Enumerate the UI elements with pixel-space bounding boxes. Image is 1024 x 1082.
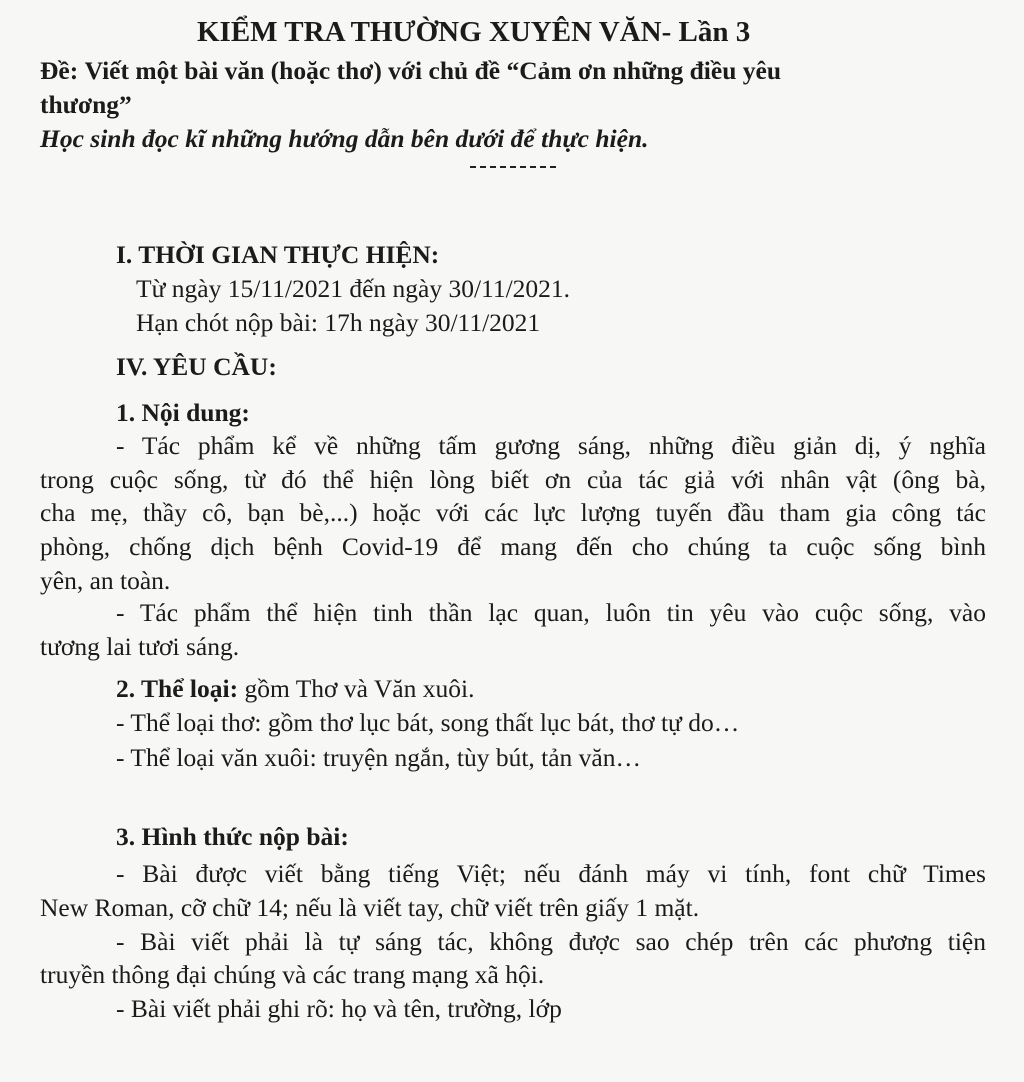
content-heading: 1. Nội dung:: [116, 398, 250, 427]
genre-heading-rest: gồm Thơ và Văn xuôi.: [238, 674, 475, 703]
content-para2-line2: tương lai tươi sáng.: [40, 632, 240, 661]
genre-heading-line: [116, 676, 474, 702]
instruction-text: Học sinh đọc kĩ những hướng dẫn bên dưới để thực hiện.: [40, 124, 649, 153]
content-para1-line3: cha mẹ, thầy cô, bạn bè,...) hoặc với các lực lượng tuyến đầu tham gia công tác: [40, 498, 986, 527]
time-line: Từ ngày 15/11/2021 đến ngày 30/11/2021.: [136, 274, 571, 303]
submission-para1-line2: New Roman, cỡ chữ 14; nếu là viết tay, chữ viết trên giấy 1 mặt.: [40, 893, 700, 922]
topic-line-2: thương”: [40, 90, 132, 119]
section4-heading: IV. YÊU CẦU:: [116, 352, 277, 381]
page-title: KIỂM TRA THƯỜNG XUYÊN VĂN- Lần 3: [197, 16, 751, 48]
submission-para3-line1: - Bài viết phải ghi rõ: họ và tên, trường, lớp: [116, 994, 562, 1023]
content-para1-line5: yên, an toàn.: [40, 566, 171, 595]
genre-heading: 2. Thể loại:: [116, 674, 239, 703]
submission-para2-line2: truyền thông đại chúng và các trang mạng xã hội.: [40, 960, 545, 989]
separator-dashes: [470, 166, 556, 168]
content-para1-line2: trong cuộc sống, từ đó thể hiện lòng biết ơn của tác giả với nhân vật (ông bà,: [40, 465, 986, 494]
submission-heading: 3. Hình thức nộp bài:: [116, 822, 349, 851]
deadline-line: Hạn chót nộp bài: 17h ngày 30/11/2021: [136, 308, 541, 337]
submission-para2-line1: - Bài viết phải là tự sáng tác, không được sao chép trên các phương tiện: [116, 927, 986, 956]
genre-prose: - Thể loại văn xuôi: truyện ngắn, tùy bút, tản văn…: [116, 743, 642, 772]
submission-para1-line1: - Bài được viết bằng tiếng Việt; nếu đánh máy vi tính, font chữ Times: [116, 859, 986, 888]
topic-text: Viết một bài văn (hoặc thơ) với chủ đề “Cảm ơn những điều yêu: [84, 56, 782, 85]
topic-line-1: [40, 58, 781, 84]
content-para1-line1: - Tác phẩm kể về những tấm gương sáng, những điều giản dị, ý nghĩa: [116, 431, 986, 460]
content-para2-line1: - Tác phẩm thể hiện tinh thần lạc quan, luôn tin yêu vào cuộc sống, vào: [116, 598, 986, 627]
content-para1-line4: phòng, chống dịch bệnh Covid-19 để mang đến cho chúng ta cuộc sống bình: [40, 532, 986, 561]
topic-label: Đề:: [40, 56, 79, 85]
section1-heading: I. THỜI GIAN THỰC HIỆN:: [116, 240, 440, 269]
genre-poetry: - Thể loại thơ: gồm thơ lục bát, song thất lục bát, thơ tự do…: [116, 708, 740, 737]
